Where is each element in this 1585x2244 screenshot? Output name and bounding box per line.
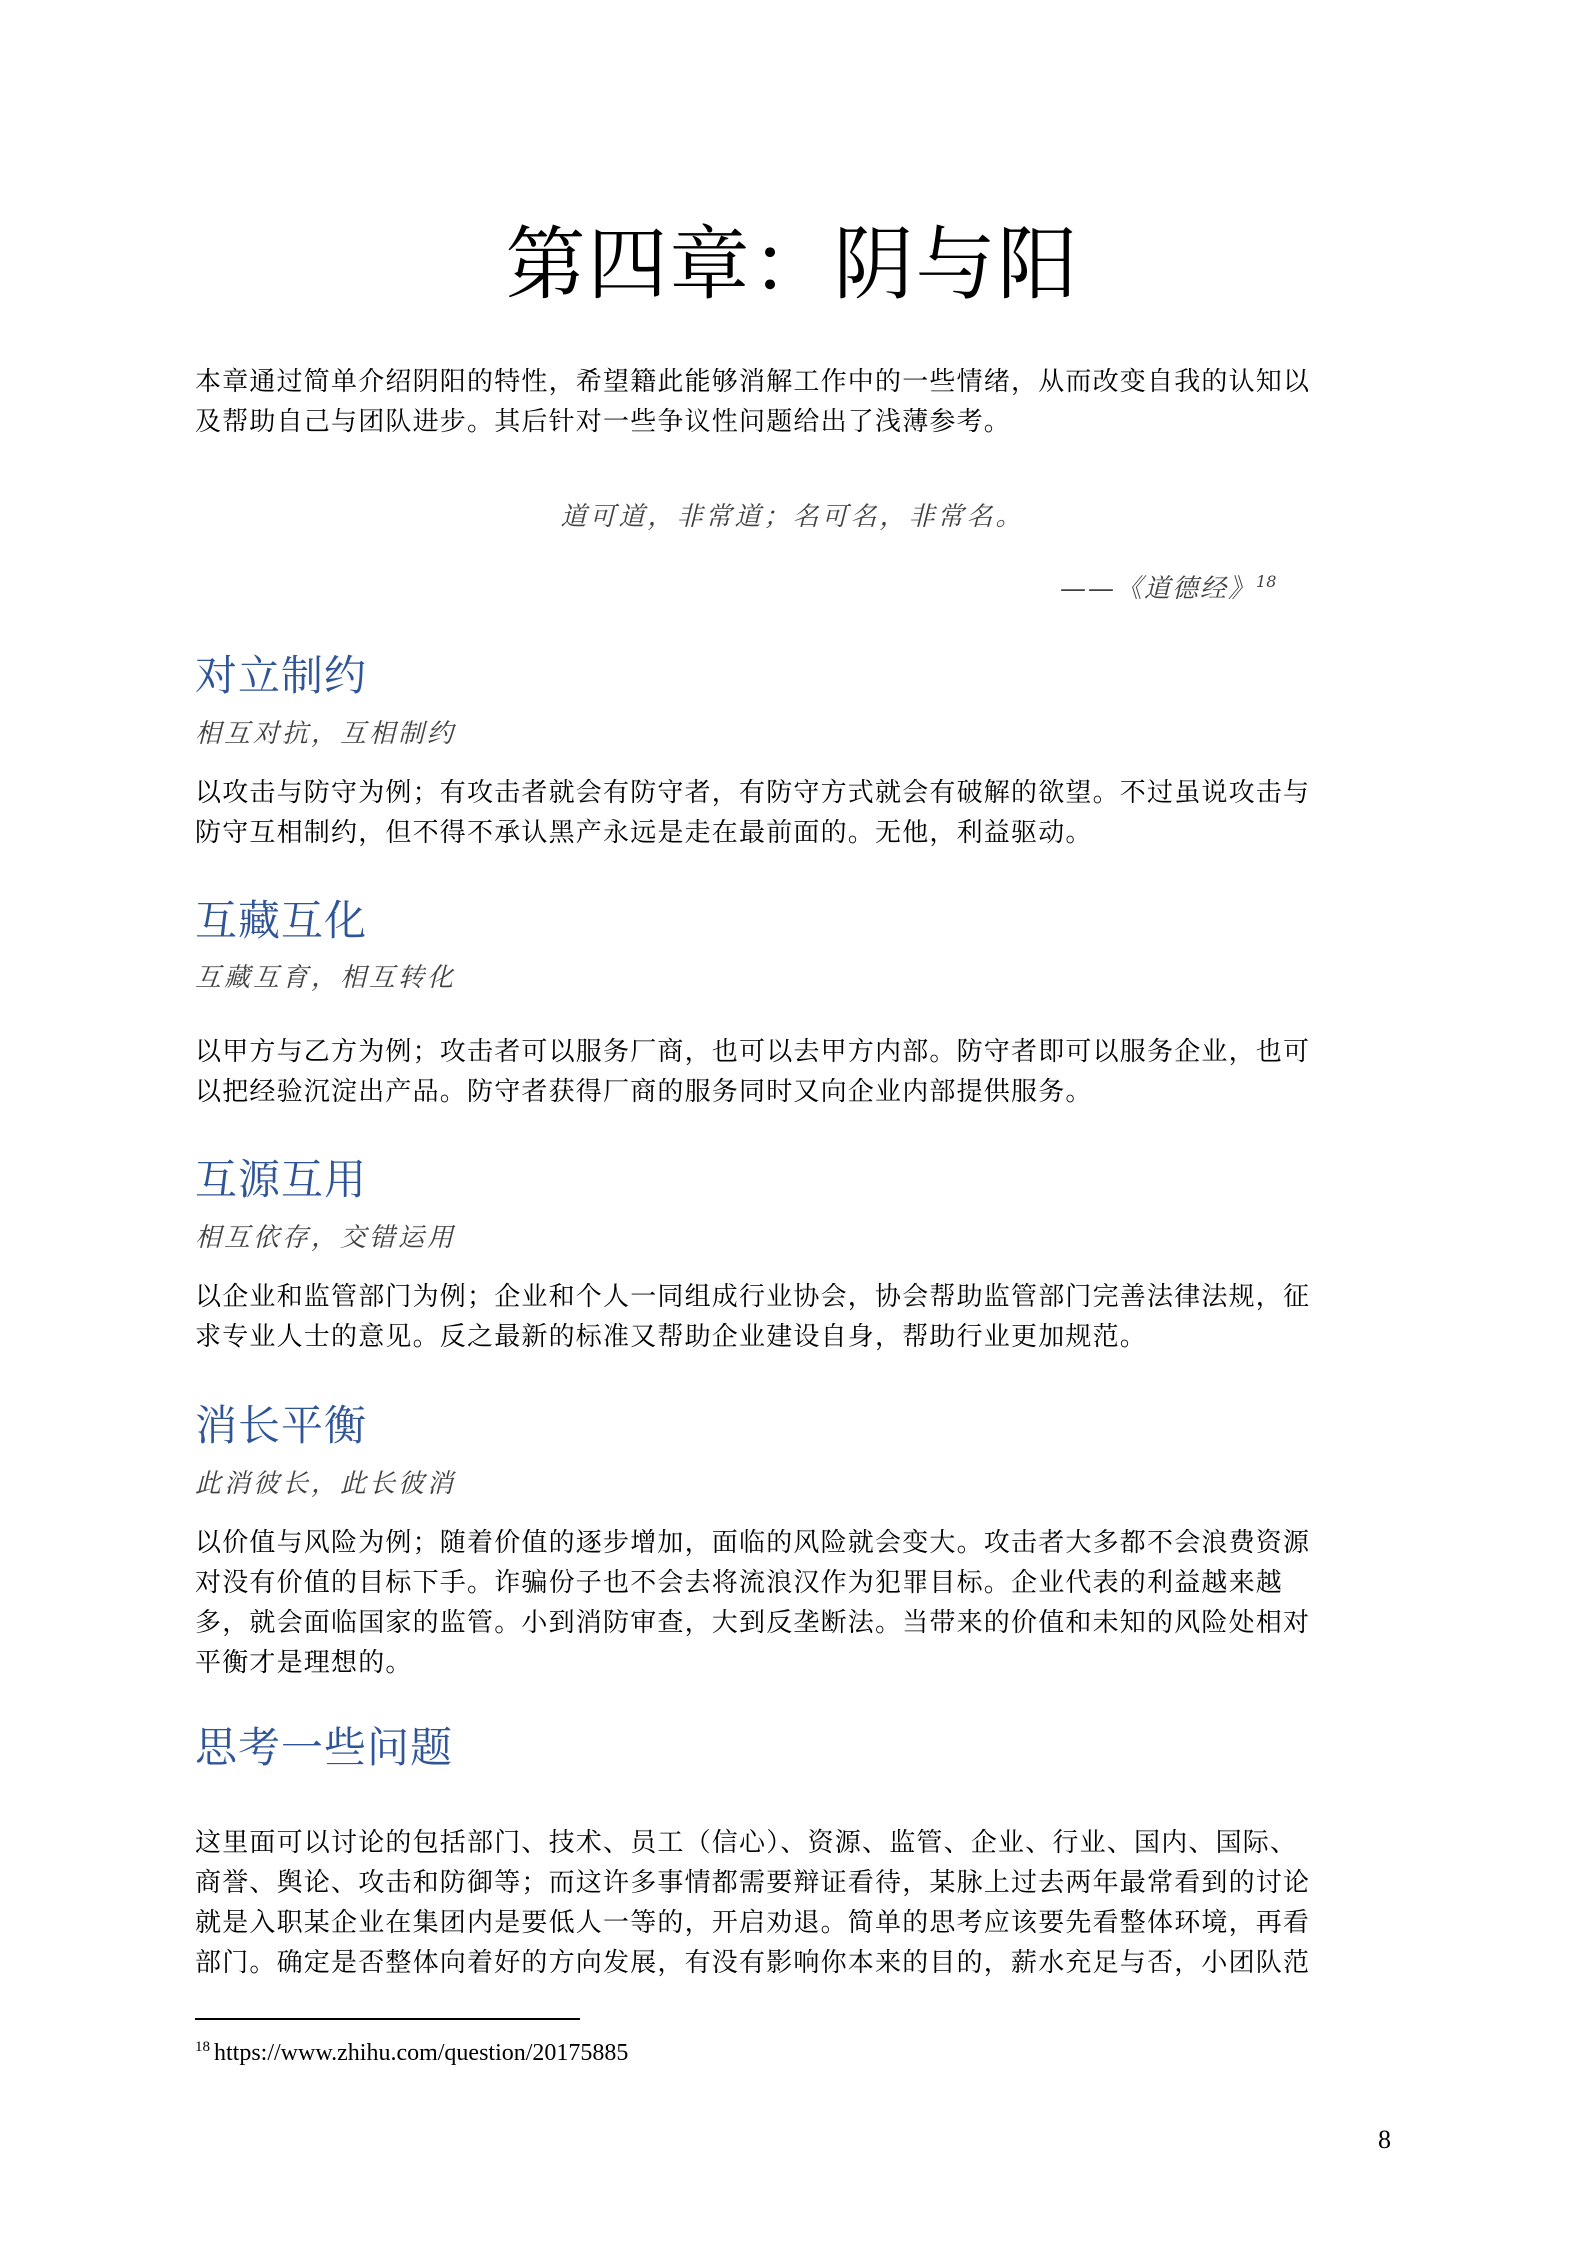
chapter-title: 第四章：阴与阳 (505, 218, 1080, 311)
footnote-link[interactable]: https://www.zhihu.com/question/20175885 (214, 2040, 629, 2066)
section-heading: 互藏互化 (195, 896, 368, 945)
section-heading: 思考一些问题 (195, 1723, 454, 1772)
paragraph-line: 以企业和监管部门为例；企业和个人一同组成行业协会，协会帮助监管部门完善法律法规，征 (195, 1282, 1311, 1312)
paragraph-line: 以攻击与防守为例；有攻击者就会有防守者，有防守方式就会有破解的欲望。不过虽说攻击与 (195, 778, 1311, 808)
paragraph-line: 求专业人士的意见。反之最新的标准又帮助企业建设自身，帮助行业更加规范。 (195, 1322, 1148, 1352)
section-subtitle: 相互依存，交错运用 (195, 1223, 457, 1253)
page-number: 8 (1378, 2125, 1391, 2154)
section-paragraph (195, 1823, 1400, 1983)
epigraph-quote: 道可道，非常道；名可名，非常名。 (560, 502, 1025, 532)
section-heading: 互源互用 (195, 1155, 368, 1204)
paragraph-line: 以价值与风险为例；随着价值的逐步增加，面临的风险就会变大。攻击者大多都不会浪费资源 (195, 1528, 1311, 1558)
paragraph-line: 多，就会面临国家的监管。小到消防审查，大到反垄断法。当带来的价值和未知的风险处相对 (195, 1608, 1311, 1638)
section-heading: 消长平衡 (195, 1401, 368, 1450)
section-paragraph (195, 1277, 1400, 1357)
paragraph-line: 平衡才是理想的。 (195, 1648, 413, 1678)
footnote-divider (195, 2018, 580, 2020)
intro-paragraph (195, 362, 1400, 442)
section-paragraph (195, 1523, 1400, 1683)
section-paragraph (195, 1032, 1400, 1112)
paragraph-line: 对没有价值的目标下手。诈骗份子也不会去将流浪汉作为犯罪目标。企业代表的利益越来越 (195, 1568, 1284, 1598)
paragraph-line: 以把经验沉淀出产品。防守者获得厂商的服务同时又向企业内部提供服务。 (195, 1077, 1093, 1107)
section-subtitle: 此消彼长，此长彼消 (195, 1469, 457, 1499)
paragraph-line: 防守互相制约，但不得不承认黑产永远是走在最前面的。无他，利益驱动。 (195, 818, 1093, 848)
paragraph-line: 商誉、舆论、攻击和防御等；而这许多事情都需要辩证看待，某脉上过去两年最常看到的讨论 (195, 1868, 1311, 1898)
epigraph-source-text: ——《道德经》 (1060, 574, 1257, 604)
footnote (195, 2030, 628, 2070)
paragraph-line: 以甲方与乙方为例；攻击者可以服务厂商，也可以去甲方内部。防守者即可以服务企业，也可 (195, 1037, 1311, 1067)
paragraph-line: 就是入职某企业在集团内是要低人一等的，开启劝退。简单的思考应该要先看整体环境，再看 (195, 1908, 1311, 1938)
intro-line: 及帮助自己与团队进步。其后针对一些争议性问题给出了浅薄参考。 (195, 407, 1012, 437)
section-heading: 对立制约 (195, 651, 368, 700)
section-paragraph (195, 773, 1400, 853)
paragraph-line: 部门。确定是否整体向着好的方向发展，有没有影响你本来的目的，薪水充足与否，小团队范 (195, 1948, 1311, 1978)
paragraph-line: 这里面可以讨论的包括部门、技术、员工（信心）、资源、监管、企业、行业、国内、国际、 (195, 1828, 1298, 1858)
section-subtitle: 相互对抗，互相制约 (195, 719, 457, 749)
section-subtitle: 互藏互育，相互转化 (195, 963, 457, 993)
intro-line: 本章通过简单介绍阴阳的特性，希望籍此能够消解工作中的一些情绪，从而改变自我的认知以 (195, 367, 1311, 397)
footnote-reference[interactable]: 18 (1256, 572, 1277, 591)
epigraph-source (1060, 562, 1276, 609)
footnote-number: 18 (195, 2039, 210, 2055)
